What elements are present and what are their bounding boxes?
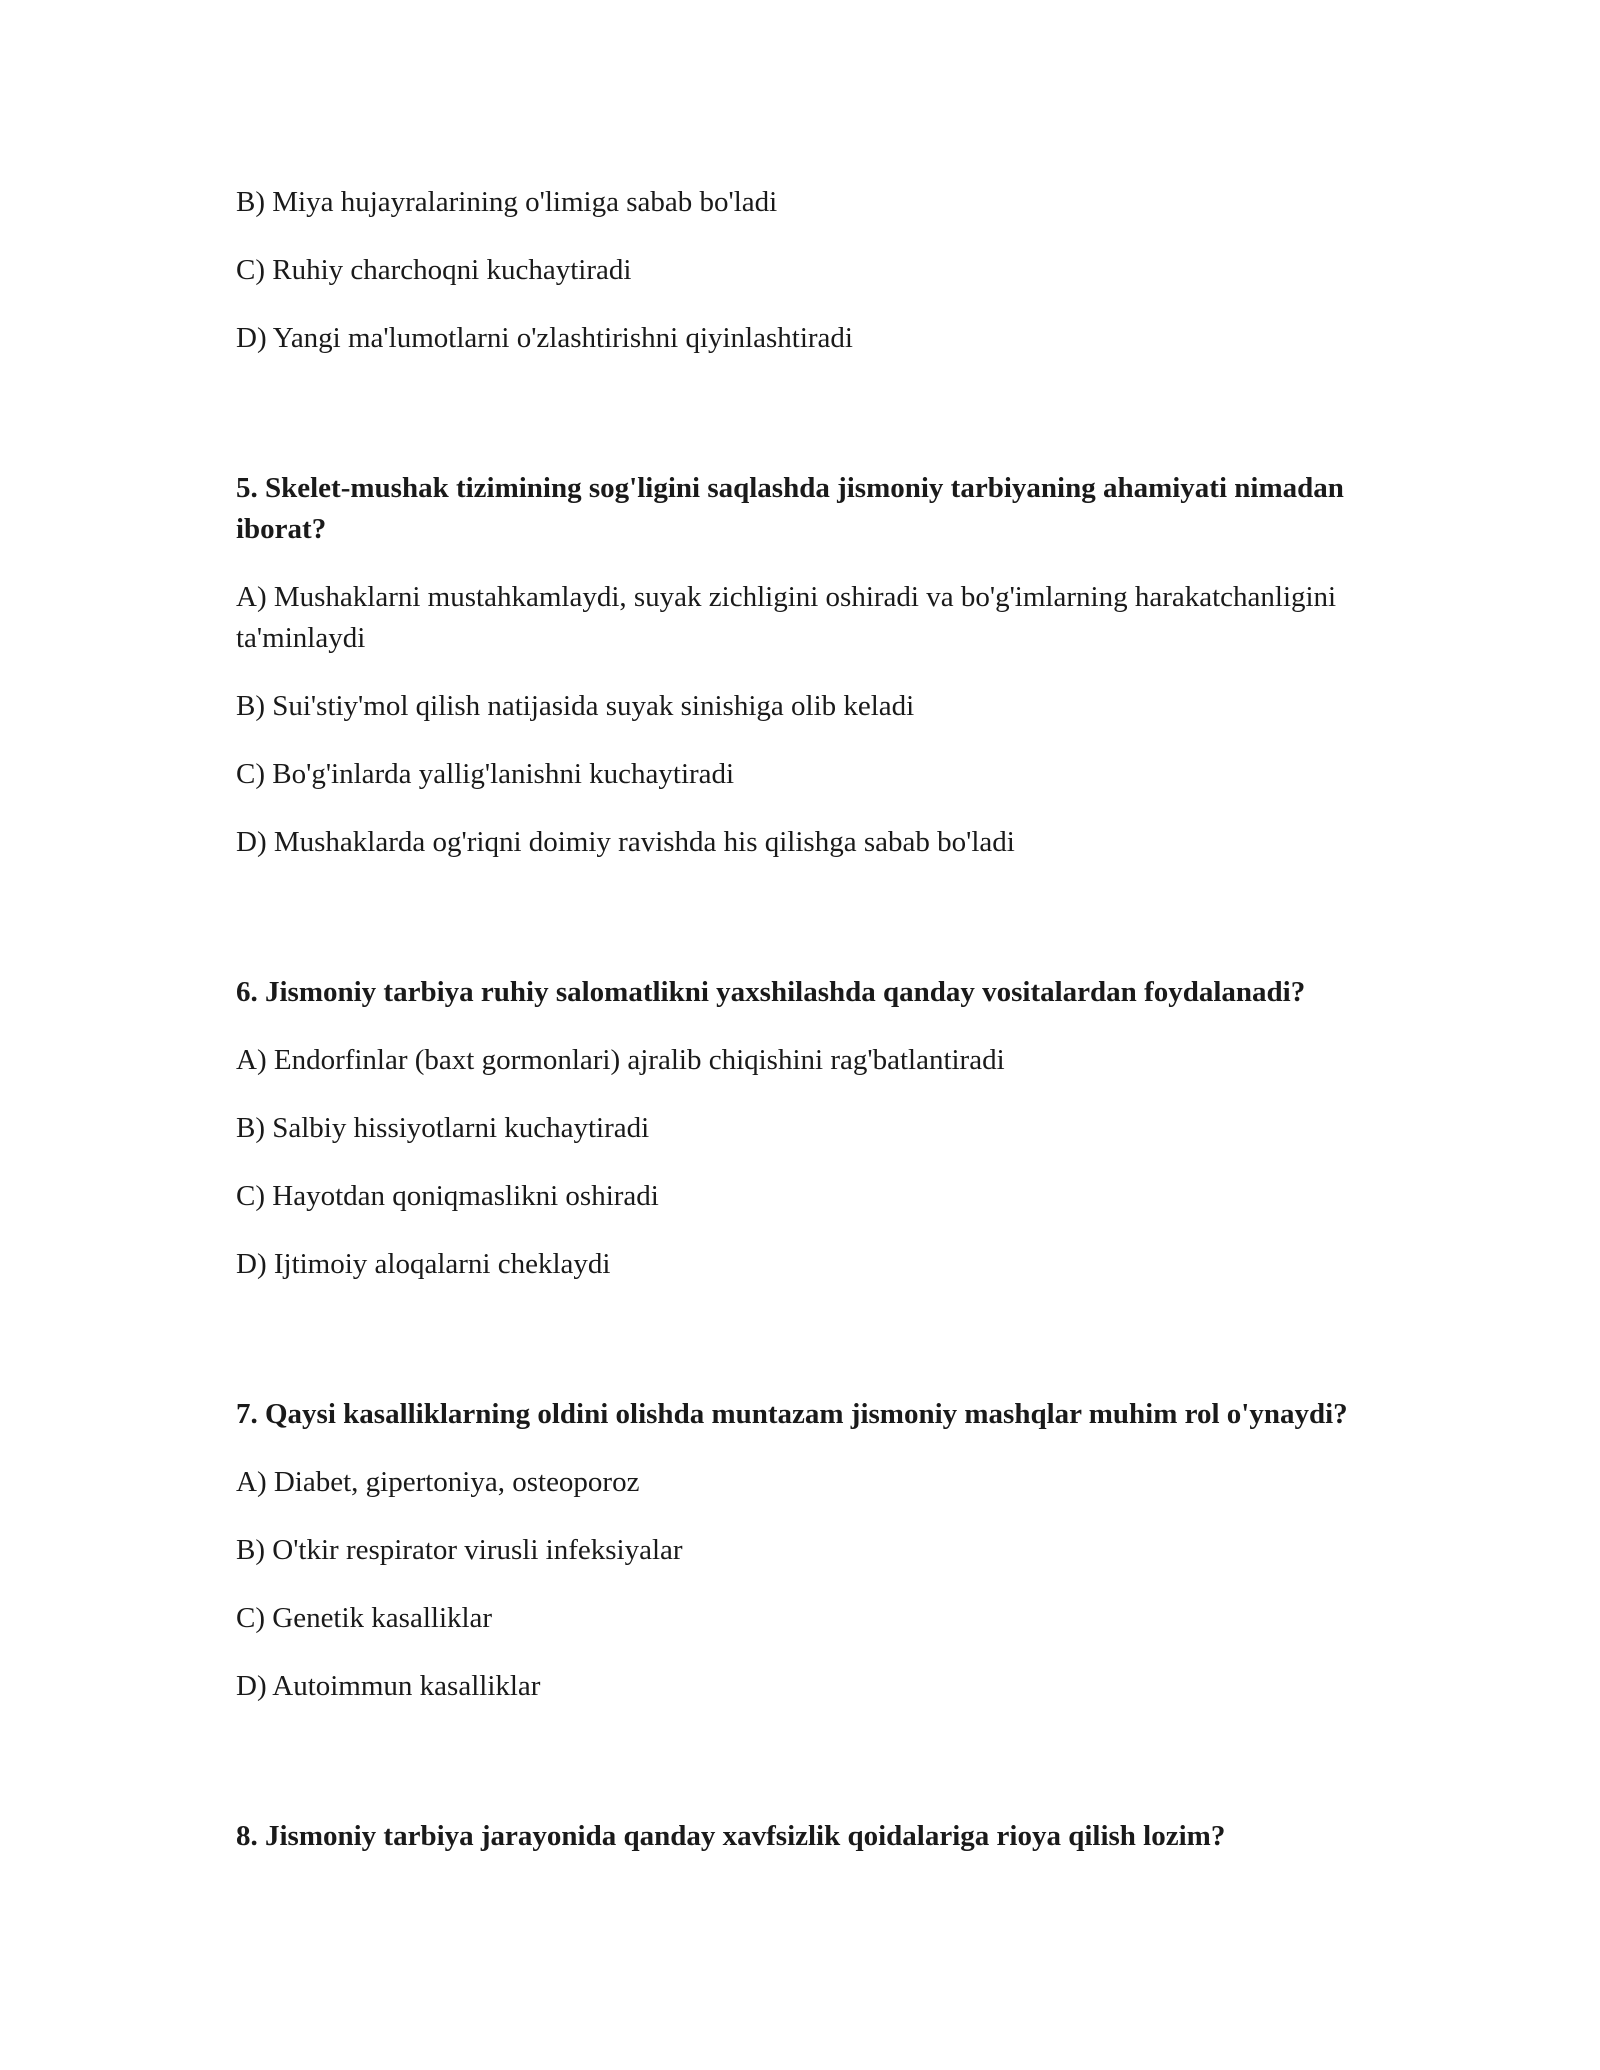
spacer (236, 386, 1366, 468)
question-8: 8. Jismoniy tarbiya jarayonida qanday xavfsizlik qoidalariga rioya qilish lozim? (236, 1820, 1226, 1852)
option-6a: A) Endorfinlar (baxt gormonlari) ajralib chiqishini rag'batlantiradi (236, 1044, 1005, 1076)
option-7d: D) Autoimmun kasalliklar (236, 1670, 541, 1702)
option-5c: C) Bo'g'inlarda yallig'lanishni kuchaytiradi (236, 758, 735, 790)
question-5: 5. Skelet-mushak tizimining sog'ligini saqlashda jismoniy tarbiyaning ahamiyati nimadan iborat? (236, 472, 1344, 545)
spacer (236, 890, 1366, 972)
option-6d: D) Ijtimoiy aloqalarni cheklaydi (236, 1248, 611, 1280)
option-7b: B) O'tkir respirator virusli infeksiyalar (236, 1534, 683, 1566)
question-7-block (236, 1394, 1366, 1707)
question-7: 7. Qaysi kasalliklarning oldini olishda muntazam jismoniy mashqlar muhim rol o'ynaydi? (236, 1398, 1348, 1430)
option-5d: D) Mushaklarda og'riqni doimiy ravishda his qilishga sabab bo'ladi (236, 826, 1015, 858)
option-6c: C) Hayotdan qoniqmaslikni oshiradi (236, 1180, 659, 1212)
option-4b: B) Miya hujayralarining o'limiga sabab bo'ladi (236, 186, 778, 218)
option-4c: C) Ruhiy charchoqni kuchaytiradi (236, 254, 632, 286)
question-6: 6. Jismoniy tarbiya ruhiy salomatlikni yaxshilashda qanday vositalardan foydalanadi? (236, 976, 1306, 1008)
question-5-block (236, 468, 1366, 863)
option-7c: C) Genetik kasalliklar (236, 1602, 493, 1634)
spacer (236, 1734, 1366, 1816)
option-6b: B) Salbiy hissiyotlarni kuchaytiradi (236, 1112, 650, 1144)
option-5a: A) Mushaklarni mustahkamlaydi, suyak zichligini oshiradi va bo'g'imlarning harakatchanligini ta'minlaydi (236, 581, 1337, 654)
spacer (236, 1312, 1366, 1394)
document-page (236, 182, 1366, 1884)
question-6-block (236, 972, 1366, 1285)
question-8-block (236, 1816, 1366, 1857)
option-4d: D) Yangi ma'lumotlarni o'zlashtirishni qiyinlashtiradi (236, 322, 853, 354)
option-5b: B) Sui'stiy'mol qilish natijasida suyak sinishiga olib keladi (236, 690, 915, 722)
option-7a: A) Diabet, gipertoniya, osteoporoz (236, 1466, 640, 1498)
